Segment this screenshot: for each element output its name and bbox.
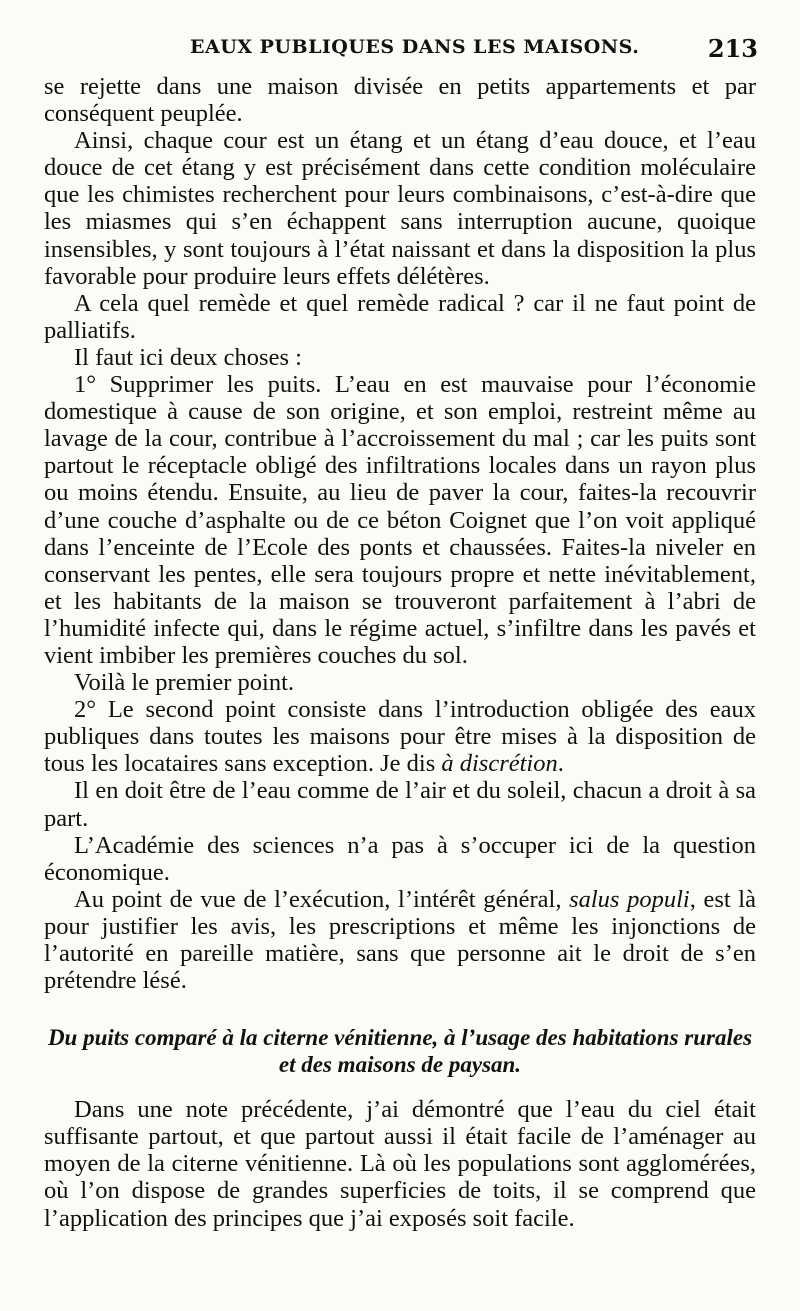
paragraph-text: , est là pour justifier les avis, les prescriptions et même les injonctions de l’autorité en pareille matière, sans que personne ait le droit de s’en prétendre lésé.	[44, 885, 756, 995]
spacer	[44, 994, 756, 1024]
paragraph	[44, 886, 756, 994]
page-header	[190, 36, 758, 66]
paragraph-continued: se rejette dans une maison divisée en petits appartements et par conséquent peuplée.	[44, 73, 756, 128]
body-text	[44, 73, 756, 1232]
paragraph: Il en doit être de l’eau comme de l’air et du soleil, chacun a droit à sa part.	[44, 777, 756, 832]
paragraph: Ainsi, chaque cour est un étang et un étang d’eau douce, et l’eau douce de cet étang y est précisément dans cette condition moléculaire que les chimistes recherchent pour leurs combinaisons, c’est-à-dire que les miasmes qui s’en échappent sans interruption aucune, quoique insensibles, y sont toujours à l’état naissant et dans la disposition la plus favorable pour produire leurs effets délétères.	[44, 127, 756, 290]
paragraph: Voilà le premier point.	[74, 669, 294, 697]
paragraph: L’Académie des sciences n’a pas à s’occuper ici de la question économique.	[44, 831, 756, 886]
paragraph	[44, 696, 756, 777]
paragraph-text: Au point de vue de l’exécution, l’intérêt général,	[74, 885, 570, 913]
italic-phrase: salus populi	[569, 885, 690, 913]
running-title: EAUX PUBLIQUES DANS LES MAISONS.	[190, 36, 640, 58]
paragraph: A cela quel remède et quel remède radical ? car il ne faut point de palliatifs.	[44, 289, 756, 344]
paragraph-text: 2° Le second point consiste dans l’introduction obligée des eaux publiques dans toutes les maisons pour être mises à la disposition de tous les locataires sans exception. Je dis	[44, 696, 756, 778]
paragraph: Dans une note précédente, j’ai démontré que l’eau du ciel était suffisante partout, et que partout aussi il était facile de l’aménager au moyen de la citerne vénitienne. Là où les populations sont agglomérées, où l’on dispose de grandes superficies de toits, il se comprend que l’application des principes que j’ai exposés soit facile.	[44, 1096, 756, 1232]
italic-phrase: à discrétion	[441, 750, 558, 778]
spacer	[44, 1078, 756, 1096]
paragraph: 1° Supprimer les puits. L’eau en est mauvaise pour l’économie domestique à cause de son origine, et son emploi, restreint même au lavage de la cour, contribue à l’accroissement du mal ; car les puits sont partout le réceptacle obligé des infiltrations locales dans un rayon plus ou moins étendu. Ensuite, au lieu de paver la cour, faites-la recouvrir d’une couche d’asphalte ou de ce béton Coignet que l’on voit appliqué dans l’enceinte de l’Ecole des ponts et chaussées. Faites-la niveler en conservant les pentes, elle sera toujours propre et nette inévitablement, et les habitants de la maison se trouveront parfaitement à l’abri de l’humidité infecte qui, dans le régime actuel, s’infiltre dans les pavés et vient imbiber les premières couches du sol.	[44, 371, 756, 669]
section-heading: Du puits comparé à la citerne vénitienne, à l’usage des habitations rurales et des maisons de paysan.	[47, 1025, 753, 1078]
paragraph-text: .	[557, 750, 564, 778]
paragraph: Il faut ici deux choses :	[74, 343, 302, 371]
page-number: 213	[707, 34, 758, 63]
